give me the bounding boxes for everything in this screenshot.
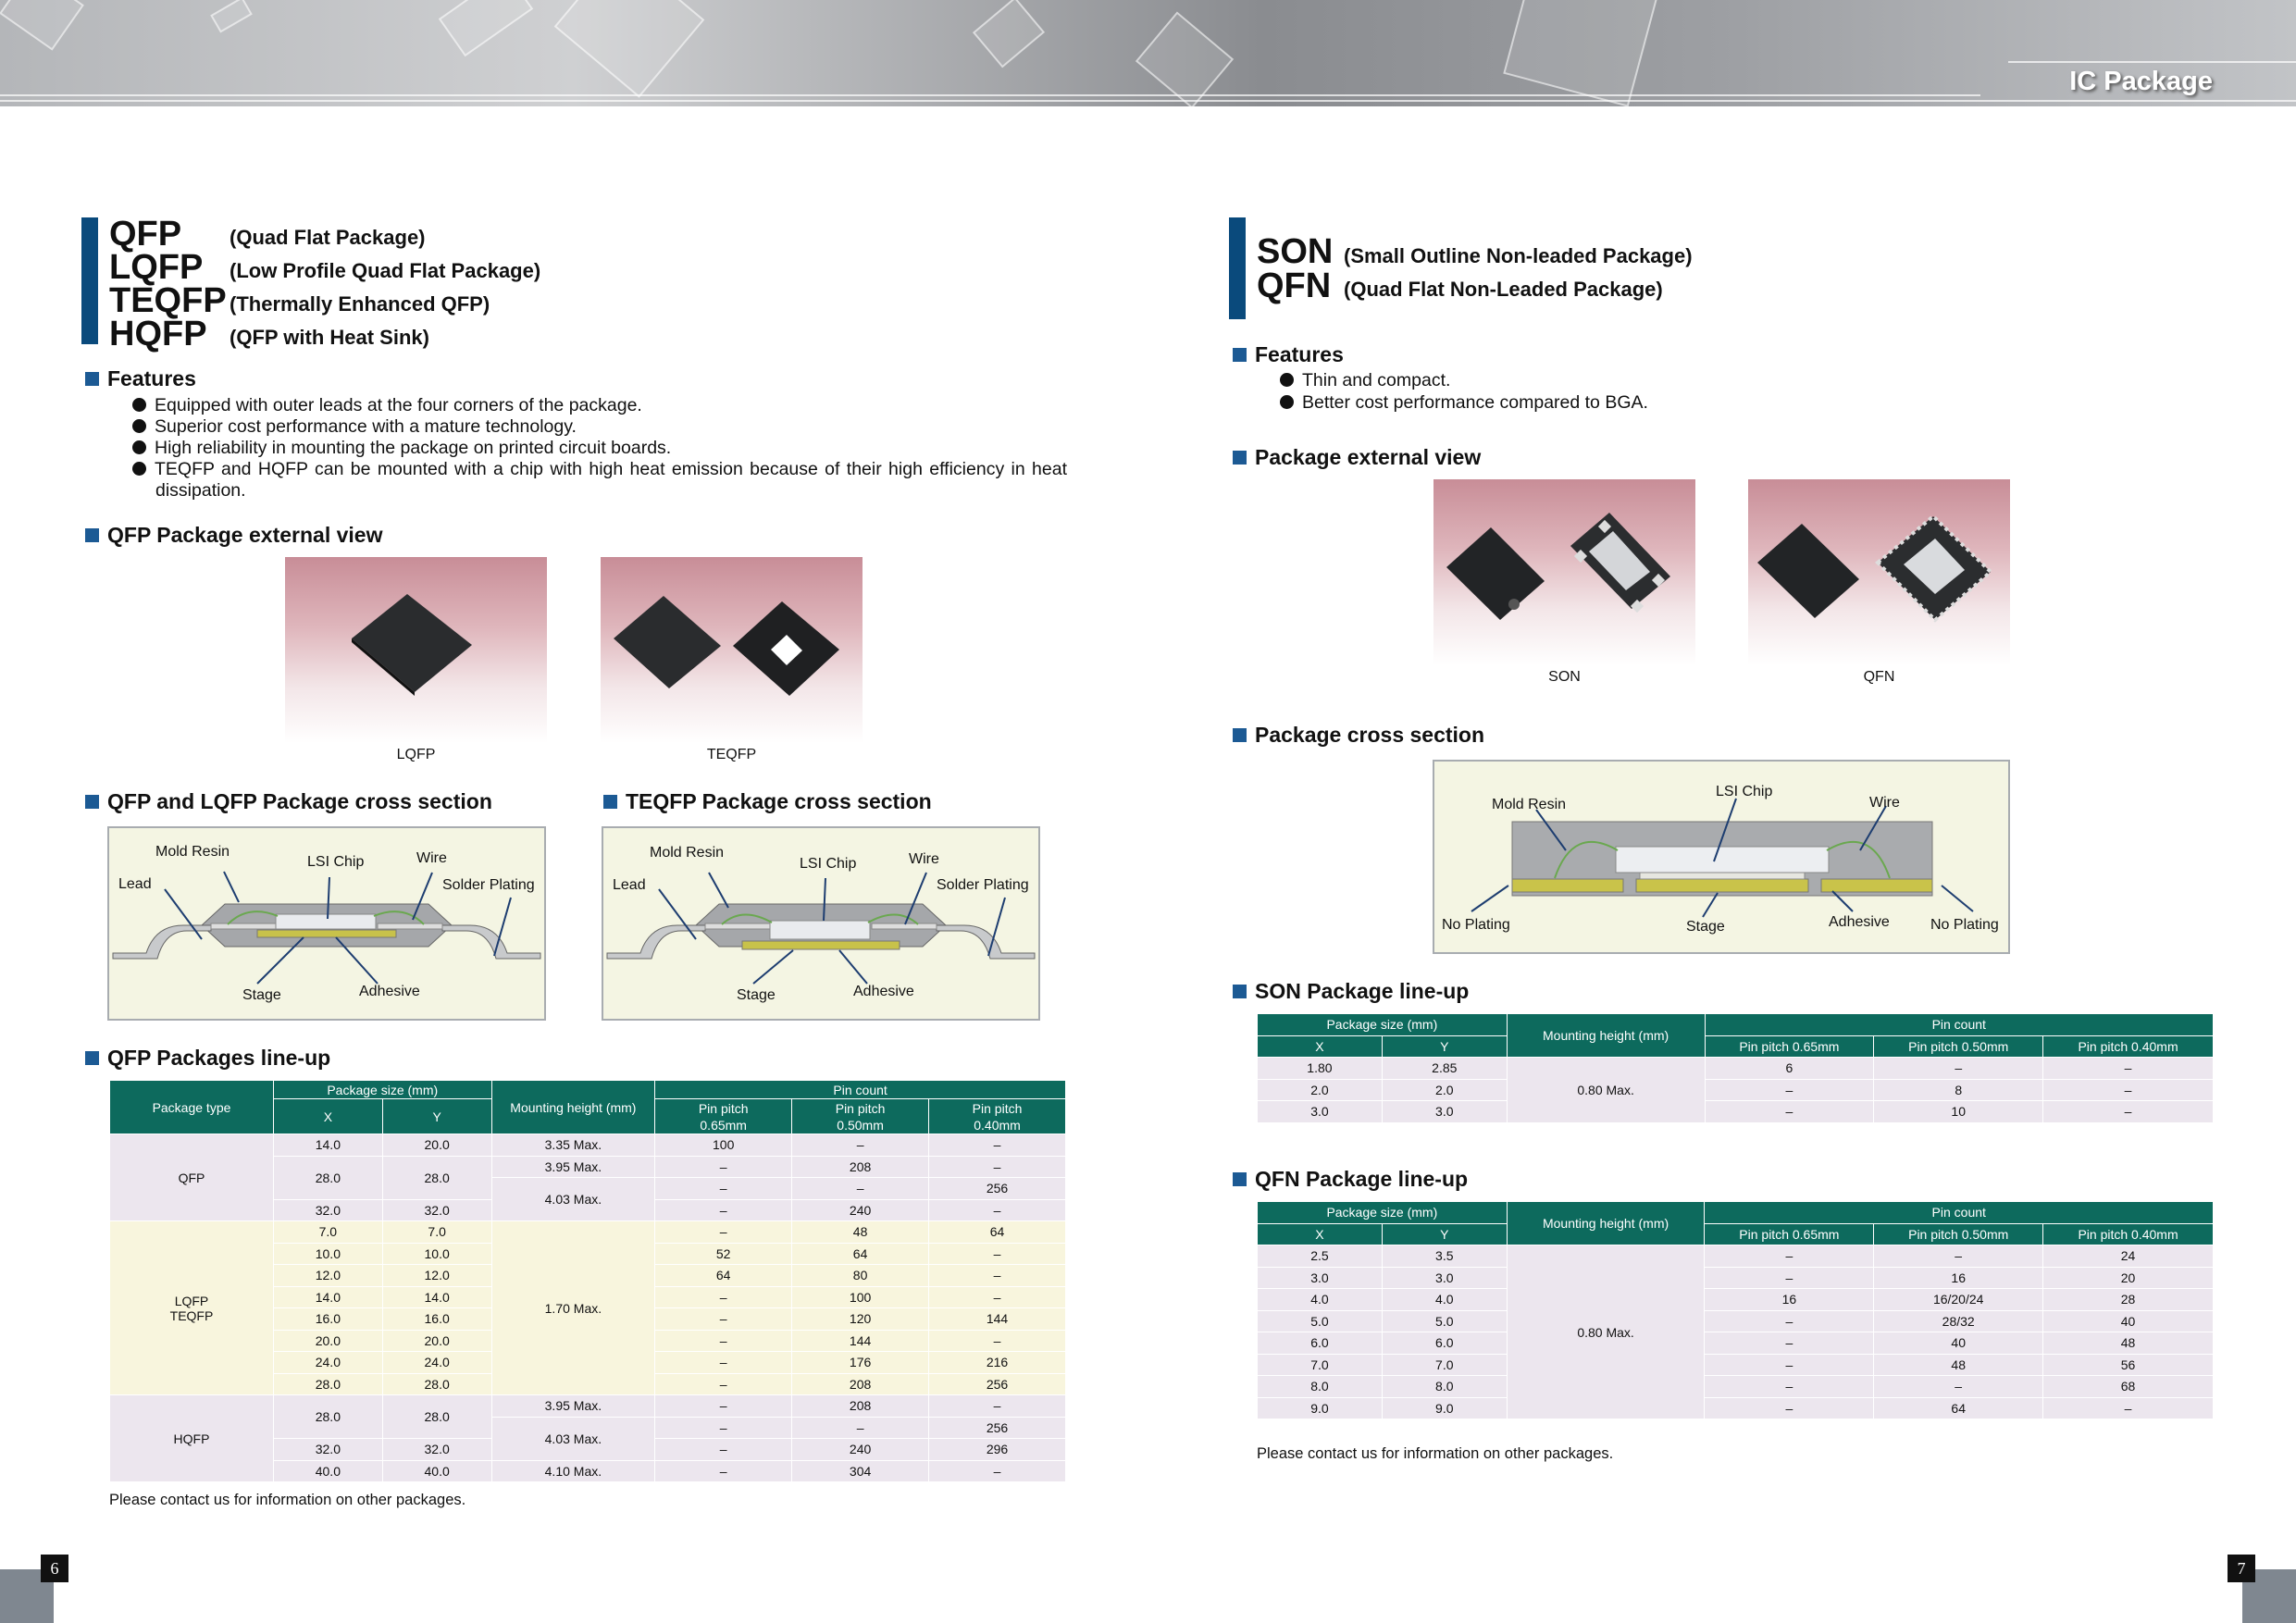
cell: – [655, 1395, 792, 1418]
square-bullet-icon [1233, 451, 1247, 465]
qfn-chip-image [1748, 479, 2010, 665]
cell: 256 [929, 1178, 1066, 1200]
cell: 20 [2043, 1267, 2214, 1289]
cell: – [2043, 1397, 2214, 1419]
page-number-right: 7 [2228, 1555, 2255, 1582]
qfp-cross-section-diagram [107, 826, 546, 1021]
label-adhesive: Adhesive [853, 984, 914, 999]
title-qfp: QFP [109, 215, 182, 254]
table-row [1258, 1267, 2214, 1289]
cell: 176 [792, 1352, 929, 1374]
header-package-size: Package size (mm) [273, 1081, 491, 1099]
cell: – [929, 1395, 1066, 1418]
cell: 1.80 [1258, 1058, 1383, 1080]
cell: 3.0 [1258, 1101, 1383, 1123]
header-package-size: Package size (mm) [1258, 1202, 1508, 1224]
cell: 208 [792, 1395, 929, 1418]
cell: 28/32 [1874, 1310, 2043, 1332]
photo-caption-son: SON [1548, 669, 1581, 685]
header-pitch-050: Pin pitch 0.50mm [1874, 1035, 2043, 1058]
cell: – [655, 1330, 792, 1352]
cell: – [2043, 1058, 2214, 1080]
header-x: X [273, 1099, 382, 1134]
qfn-photo [1748, 479, 2010, 665]
cell: 240 [792, 1439, 929, 1461]
cell: 0.80 Max. [1507, 1245, 1705, 1419]
teqfp-photo [601, 557, 863, 743]
cell: 64 [1874, 1397, 2043, 1419]
cell: – [792, 1134, 929, 1157]
cell: 8.0 [1382, 1376, 1507, 1398]
cross-section-heading-teqfp: TEQFP Package cross section [603, 789, 932, 814]
cell: 64 [792, 1243, 929, 1265]
cell: 216 [929, 1352, 1066, 1374]
cell: – [1705, 1310, 1874, 1332]
table-row [1258, 1376, 2214, 1398]
bullet-icon [132, 462, 146, 476]
bullet-icon [132, 440, 146, 454]
label-lsi-chip: LSI Chip [1716, 784, 1773, 799]
cell: 5.0 [1382, 1310, 1507, 1332]
cell: – [655, 1308, 792, 1331]
cell: 3.0 [1382, 1267, 1507, 1289]
qfp-lineup-table [109, 1080, 1066, 1482]
lqfp-chip-image [285, 557, 547, 743]
cell: 3.35 Max. [491, 1134, 655, 1157]
title-lqfp: LQFP [109, 248, 204, 287]
feature-item: Equipped with outer leads at the four corners of the package. [132, 395, 1067, 416]
label-stage: Stage [1686, 919, 1725, 935]
cell: 1.70 Max. [491, 1221, 655, 1395]
cell: 5.0 [1258, 1310, 1383, 1332]
cell: 40 [1874, 1332, 2043, 1355]
feature-item: TEQFP and HQFP can be mounted with a chip with high heat emission because of their high efficiency in heat dissipation. [132, 459, 1067, 502]
label-wire: Wire [416, 850, 447, 866]
son-chip-image [1433, 479, 1695, 665]
cell: – [2043, 1101, 2214, 1123]
cell: 80 [792, 1265, 929, 1287]
cell: 16.0 [382, 1308, 491, 1331]
square-bullet-icon [603, 795, 617, 809]
cell: 24.0 [273, 1352, 382, 1374]
cell: 20.0 [382, 1134, 491, 1157]
bullet-icon [1280, 395, 1294, 409]
label-mold-resin: Mold Resin [1492, 797, 1567, 812]
cell: 3.0 [1382, 1101, 1507, 1123]
table-header-row [110, 1081, 1066, 1099]
cell: 6.0 [1258, 1332, 1383, 1355]
cell: – [1705, 1376, 1874, 1398]
cell: 32.0 [273, 1439, 382, 1461]
cell: 28.0 [382, 1395, 491, 1439]
label-adhesive: Adhesive [1829, 914, 1890, 930]
cell: 20.0 [273, 1330, 382, 1352]
label-solder-plating: Solder Plating [937, 877, 1029, 893]
cell: – [2043, 1079, 2214, 1101]
cell: 2.0 [1382, 1079, 1507, 1101]
cell: – [929, 1199, 1066, 1221]
cell: 48 [2043, 1332, 2214, 1355]
header-pitch-065: Pin pitch 0.65mm [655, 1099, 792, 1134]
cell: 10 [1874, 1101, 2043, 1123]
cell: 7.0 [273, 1221, 382, 1244]
square-bullet-icon [1233, 348, 1247, 362]
label-lsi-chip: LSI Chip [307, 854, 365, 870]
header-mounting-height: Mounting height (mm) [491, 1081, 655, 1134]
external-view-heading: QFP Package external view [85, 523, 382, 548]
cell: 4.03 Max. [491, 1417, 655, 1460]
cell-type-lqfp: LQFP TEQFP [110, 1221, 274, 1395]
cell: 100 [792, 1286, 929, 1308]
label-wire: Wire [909, 851, 939, 867]
cell: – [655, 1221, 792, 1244]
table-row [110, 1221, 1066, 1244]
cell: 256 [929, 1417, 1066, 1439]
cell: 32.0 [273, 1199, 382, 1221]
table-row [1258, 1332, 2214, 1355]
cell: 7.0 [1258, 1354, 1383, 1376]
cell: – [655, 1286, 792, 1308]
banner-title: IC Package [2069, 67, 2213, 96]
cell: 56 [2043, 1354, 2214, 1376]
title-hqfp: HQFP [109, 315, 207, 353]
cell: 7.0 [1382, 1354, 1507, 1376]
header-pitch-040: Pin pitch 0.40mm [2043, 1223, 2214, 1245]
table-row [1258, 1310, 2214, 1332]
header-pin-count: Pin count [655, 1081, 1066, 1099]
cell: 68 [2043, 1376, 2214, 1398]
square-bullet-icon [85, 795, 99, 809]
label-solder-plating: Solder Plating [442, 877, 535, 893]
cell: 100 [655, 1134, 792, 1157]
cell: – [1705, 1079, 1874, 1101]
label-mold-resin: Mold Resin [155, 844, 230, 860]
cell: – [655, 1439, 792, 1461]
cell: 8.0 [1258, 1376, 1383, 1398]
cross-section-heading-qfp: QFP and LQFP Package cross section [85, 789, 492, 814]
bullet-icon [1280, 373, 1294, 387]
title-teqfp: TEQFP [109, 281, 227, 320]
cell: 10.0 [273, 1243, 382, 1265]
label-lsi-chip: LSI Chip [800, 856, 857, 872]
cell: 28.0 [273, 1395, 382, 1439]
header-pitch-040: Pin pitch 0.40mm [929, 1099, 1066, 1134]
cell: – [1874, 1058, 2043, 1080]
cell: 16/20/24 [1874, 1289, 2043, 1311]
feature-item: Thin and compact. [1280, 370, 1450, 391]
header-banner [0, 0, 2296, 106]
cell: 14.0 [273, 1286, 382, 1308]
table-row [110, 1134, 1066, 1157]
header-pitch-050: Pin pitch 0.50mm [1874, 1223, 2043, 1245]
table-row [1258, 1245, 2214, 1268]
cell: 3.95 Max. [491, 1395, 655, 1418]
cell: 9.0 [1382, 1397, 1507, 1419]
cell: 32.0 [382, 1199, 491, 1221]
cell: 16.0 [273, 1308, 382, 1331]
cell: 4.10 Max. [491, 1460, 655, 1482]
cell: 6 [1705, 1058, 1874, 1080]
cell: 52 [655, 1243, 792, 1265]
cell: – [1705, 1101, 1874, 1123]
cell: – [1874, 1376, 2043, 1398]
cell: 7.0 [382, 1221, 491, 1244]
cell: 48 [792, 1221, 929, 1244]
table-row [1258, 1101, 2214, 1123]
son-lineup-heading: SON Package line-up [1233, 979, 1469, 1004]
label-adhesive: Adhesive [359, 984, 420, 999]
header-package-type: Package type [110, 1081, 274, 1134]
bullet-icon [132, 398, 146, 412]
cell: 28.0 [382, 1373, 491, 1395]
header-y: Y [1382, 1223, 1507, 1245]
cell: 24.0 [382, 1352, 491, 1374]
cell: – [655, 1156, 792, 1178]
label-wire: Wire [1869, 795, 1900, 811]
cell: 8 [1874, 1079, 2043, 1101]
cell: 2.0 [1258, 1079, 1383, 1101]
title-qfn: QFN [1257, 266, 1332, 305]
header-package-size: Package size (mm) [1258, 1014, 1508, 1036]
cell: 28.0 [273, 1373, 382, 1395]
cell: 64 [929, 1221, 1066, 1244]
title-hqfp-full: (QFP with Heat Sink) [230, 326, 429, 349]
cell: 144 [929, 1308, 1066, 1331]
son-qfn-cross-section-diagram [1433, 760, 2010, 954]
title-qfn-full: (Quad Flat Non-Leaded Package) [1344, 278, 1663, 301]
header-pitch-050: Pin pitch 0.50mm [792, 1099, 929, 1134]
cell: 40 [2043, 1310, 2214, 1332]
label-stage: Stage [242, 987, 281, 1003]
cell: 256 [929, 1373, 1066, 1395]
photo-caption-qfn: QFN [1863, 669, 1895, 685]
label-no-plating: No Plating [1930, 917, 1999, 933]
cell: 3.0 [1258, 1267, 1383, 1289]
table-row [1258, 1058, 2214, 1080]
title-son-full: (Small Outline Non-leaded Package) [1344, 244, 1693, 267]
cell: – [792, 1178, 929, 1200]
cell: – [929, 1460, 1066, 1482]
cell: 304 [792, 1460, 929, 1482]
cell: 48 [1874, 1354, 2043, 1376]
square-bullet-icon [1233, 985, 1247, 998]
cell: 120 [792, 1308, 929, 1331]
cell: – [1705, 1397, 1874, 1419]
cell: – [655, 1199, 792, 1221]
label-stage: Stage [737, 987, 776, 1003]
feature-item: High reliability in mounting the package on printed circuit boards. [132, 438, 1067, 459]
cell: 12.0 [273, 1265, 382, 1287]
table-row [110, 1395, 1066, 1418]
cell: 3.95 Max. [491, 1156, 655, 1178]
title-qfp-full: (Quad Flat Package) [230, 226, 426, 249]
cell: 28.0 [273, 1156, 382, 1199]
son-lineup-table [1257, 1013, 2214, 1123]
cell: 240 [792, 1199, 929, 1221]
cross-section-heading: Package cross section [1233, 723, 1484, 748]
cell: 14.0 [273, 1134, 382, 1157]
qfn-lineup-heading: QFN Package line-up [1233, 1167, 1468, 1192]
table-row [1258, 1289, 2214, 1311]
cell: 0.80 Max. [1507, 1058, 1705, 1123]
header-x: X [1258, 1223, 1383, 1245]
cell: – [655, 1352, 792, 1374]
cell: – [655, 1373, 792, 1395]
header-pitch-065: Pin pitch 0.65mm [1705, 1223, 1874, 1245]
features-heading: Features [85, 366, 196, 391]
cell: 4.0 [1382, 1289, 1507, 1311]
title-son: SON [1257, 232, 1334, 271]
cell: 40.0 [382, 1460, 491, 1482]
cell-type-qfp: QFP [110, 1134, 274, 1221]
cell: 6.0 [1382, 1332, 1507, 1355]
header-pitch-065: Pin pitch 0.65mm [1705, 1035, 1874, 1058]
header-mounting-height: Mounting height (mm) [1507, 1202, 1705, 1245]
label-lead: Lead [118, 876, 152, 892]
cell: – [1874, 1245, 2043, 1268]
cell: – [929, 1265, 1066, 1287]
cell: 2.5 [1258, 1245, 1383, 1268]
header-pin-count: Pin count [1705, 1202, 2214, 1224]
cell: 14.0 [382, 1286, 491, 1308]
header-x: X [1258, 1035, 1383, 1058]
cell: – [929, 1134, 1066, 1157]
table-row [1258, 1079, 2214, 1101]
cell: 144 [792, 1330, 929, 1352]
lineup-heading: QFP Packages line-up [85, 1046, 330, 1071]
photo-caption-teqfp: TEQFP [706, 747, 757, 762]
cell: – [1705, 1245, 1874, 1268]
cell: 16 [1874, 1267, 2043, 1289]
left-footnote: Please contact us for information on other packages. [109, 1492, 466, 1508]
cell: 208 [792, 1156, 929, 1178]
external-view-heading: Package external view [1233, 445, 1481, 470]
table-row [1258, 1397, 2214, 1419]
features-heading: Features [1233, 342, 1344, 367]
cell: 4.03 Max. [491, 1178, 655, 1221]
feature-item: Better cost performance compared to BGA. [1280, 392, 1648, 414]
cell: – [929, 1156, 1066, 1178]
cell: 3.5 [1382, 1245, 1507, 1268]
header-pin-count: Pin count [1705, 1014, 2214, 1036]
cell: 64 [655, 1265, 792, 1287]
teqfp-chip-image [601, 557, 863, 743]
square-bullet-icon [85, 372, 99, 386]
son-photo [1433, 479, 1695, 665]
title-accent-bar [1229, 217, 1246, 319]
qfn-lineup-table [1257, 1201, 2214, 1419]
square-bullet-icon [85, 528, 99, 542]
cell: – [655, 1178, 792, 1200]
cell: – [929, 1286, 1066, 1308]
cell: – [655, 1417, 792, 1439]
title-teqfp-full: (Thermally Enhanced QFP) [230, 292, 490, 316]
label-mold-resin: Mold Resin [650, 845, 725, 861]
title-lqfp-full: (Low Profile Quad Flat Package) [230, 259, 541, 282]
header-pitch-040: Pin pitch 0.40mm [2043, 1035, 2214, 1058]
cell: 40.0 [273, 1460, 382, 1482]
cell: 9.0 [1258, 1397, 1383, 1419]
header-mounting-height: Mounting height (mm) [1507, 1014, 1705, 1058]
cell: 208 [792, 1373, 929, 1395]
page-number-left: 6 [41, 1555, 68, 1582]
cell: 28.0 [382, 1156, 491, 1199]
table-row [1258, 1354, 2214, 1376]
cell: – [929, 1330, 1066, 1352]
cell: 296 [929, 1439, 1066, 1461]
cell: 32.0 [382, 1439, 491, 1461]
cell: – [655, 1460, 792, 1482]
header-y: Y [1382, 1035, 1507, 1058]
title-accent-bar [81, 217, 98, 344]
cell: 12.0 [382, 1265, 491, 1287]
cell: 24 [2043, 1245, 2214, 1268]
label-lead: Lead [613, 877, 646, 893]
cell: – [792, 1417, 929, 1439]
square-bullet-icon [85, 1051, 99, 1065]
cell: – [1705, 1354, 1874, 1376]
cell: 20.0 [382, 1330, 491, 1352]
teqfp-cross-section-diagram [602, 826, 1040, 1021]
square-bullet-icon [1233, 1172, 1247, 1186]
feature-item: Superior cost performance with a mature technology. [132, 416, 1067, 438]
cell: 10.0 [382, 1243, 491, 1265]
square-bullet-icon [1233, 728, 1247, 742]
label-no-plating: No Plating [1442, 917, 1510, 933]
header-y: Y [382, 1099, 491, 1134]
cell: – [1705, 1267, 1874, 1289]
right-footnote: Please contact us for information on other packages. [1257, 1445, 1614, 1462]
cell: – [929, 1243, 1066, 1265]
cell: 16 [1705, 1289, 1874, 1311]
cell: 28 [2043, 1289, 2214, 1311]
lqfp-photo [285, 557, 547, 743]
bullet-icon [132, 419, 146, 433]
cell: 4.0 [1258, 1289, 1383, 1311]
cell: – [1705, 1332, 1874, 1355]
photo-caption-lqfp: LQFP [396, 747, 436, 762]
cell: 2.85 [1382, 1058, 1507, 1080]
cell-type-hqfp: HQFP [110, 1395, 274, 1482]
